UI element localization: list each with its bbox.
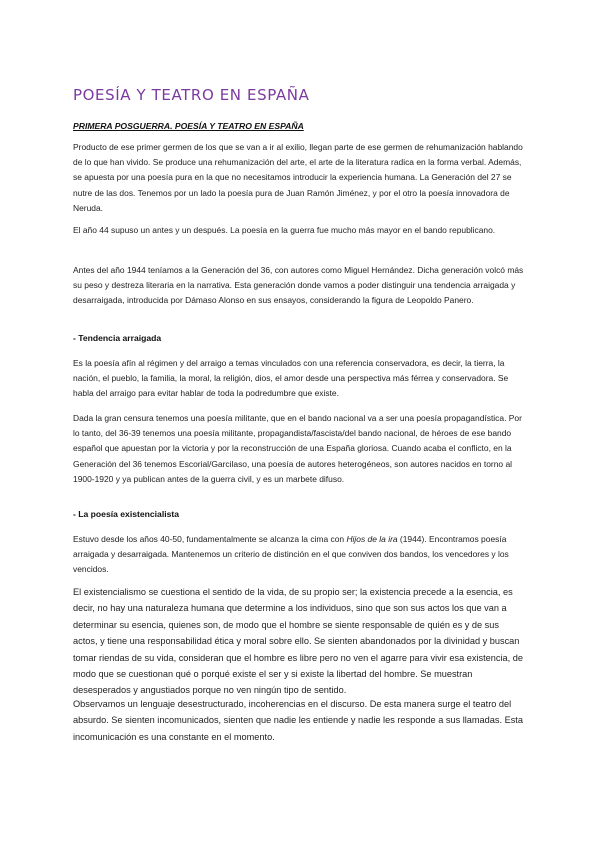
- heading-tendencia-arraigada: - Tendencia arraigada: [73, 333, 162, 343]
- paragraph-existencialismo: El existencialismo se cuestiona el sentido de la vida, de su propio ser; la existencia precede a la esencia, es decir, no hay una naturaleza humana que determine a los individuos, sino que son sus actos los que van a determinar su esencia, quienes son, de modo que el hombre se siente responsable de quién es y de sus actos, y tiene una responsabilidad ética y moral sobre ello. Se sienten abandonados por la divinidad y buscan tomar riendas de su vida, consideran que el hombre es libre pero no ven el agarre para vivir esa existencia, de modo que se cuestionan qué o porqué existe el ser y si existe la libertad del hombre. Se muestran desesperados y angustiados porque no ven ningún tipo de sentido.: [73, 587, 523, 696]
- paragraph-existencialista-text-a: Estuvo desde los años 40-50, fundamentalmente se alcanza la cima con: [73, 534, 347, 544]
- heading-poesia-existencialista: - La poesía existencialista: [73, 509, 180, 519]
- page-title: POESÍA Y TEATRO EN ESPAÑA: [73, 86, 310, 104]
- paragraph-censura: Dada la gran censura tenemos una poesía militante, que en el bando nacional va a ser una poesía propagandística. Por lo tanto, del 36-39 tenemos una poesía militante, propagandista/fascista/del bando nacional, de héroes de ese bando español que apuestan por la victoria y por la reconstrucción de una España gloriosa. Cuando acaba el conflicto, en la Generación del 36 tenemos Escorial/Garcilaso, una poesía de autores heterogéneos, son autores nacidos en torno al 1900-1920 y ya publican antes de la guerra civil, y es un marbete difuso.: [73, 413, 522, 484]
- section-subtitle: PRIMERA POSGUERRA. POESÍA Y TEATRO EN ESPAÑA: [73, 121, 304, 131]
- paragraph-generation-36: Antes del año 1944 teníamos a la Generación del 36, con autores como Miguel Hernández. Dicha generación volcó más su peso y destreza literaria en la narrativa. Esta generación donde vamos a poder distinguir una tendencia arraigada y desarraigada, introducida por Dámaso Alonso en sus ensayos, considerando la figura de Leopoldo Panero.: [73, 265, 524, 306]
- paragraph-intro: Producto de ese primer germen de los que se van a ir al exilio, llegan parte de ese germen de rehumanización hablando de lo que han vivido. Se produce una rehumanización del arte, el arte de la literatura radica en la forma verbal. Además, se apuesta por una poesía pura en la que no necesitamos introducir la experiencia humana. La Generación del 27 se nutre de las dos. Tenemos por un lado la poesía pura de Juan Ramón Jiménez, y por el otro la poesía innovadora de Neruda.: [73, 142, 523, 213]
- book-title-hijos-de-la-ira: Hijos de la ira: [346, 534, 398, 544]
- paragraph-arraigada: Es la poesía afín al régimen y del arraigo a temas vinculados con una referencia conservadora, es decir, la tierra, la nación, el pueblo, la familia, la moral, la religión, dios, el amor desde una perspectiva más férrea y conservadora. Se habla del arraigo para evitar hablar de toda la podredumbre que existe.: [73, 358, 509, 399]
- paragraph-lenguaje: Observamos un lenguaje desestructurado, incoherencias en el discurso. De esta manera surge el teatro del absurdo. Se sienten incomunicados, sienten que nadie les entiende y nadie les responde a sus llamadas. Esta incomunicación es una constante en el momento.: [73, 699, 523, 742]
- paragraph-existencialista: [73, 532, 525, 578]
- paragraph-year-44: El año 44 supuso un antes y un después. La poesía en la guerra fue mucho más mayor en el bando republicano.: [73, 225, 496, 235]
- paragraph-existencialista-text-b: (1944). Encontramos poesía arraigada y desarraigada. Mantenemos un criterio de distinción en el que conviven dos bandos, los vencedores y los vencidos.: [73, 534, 509, 575]
